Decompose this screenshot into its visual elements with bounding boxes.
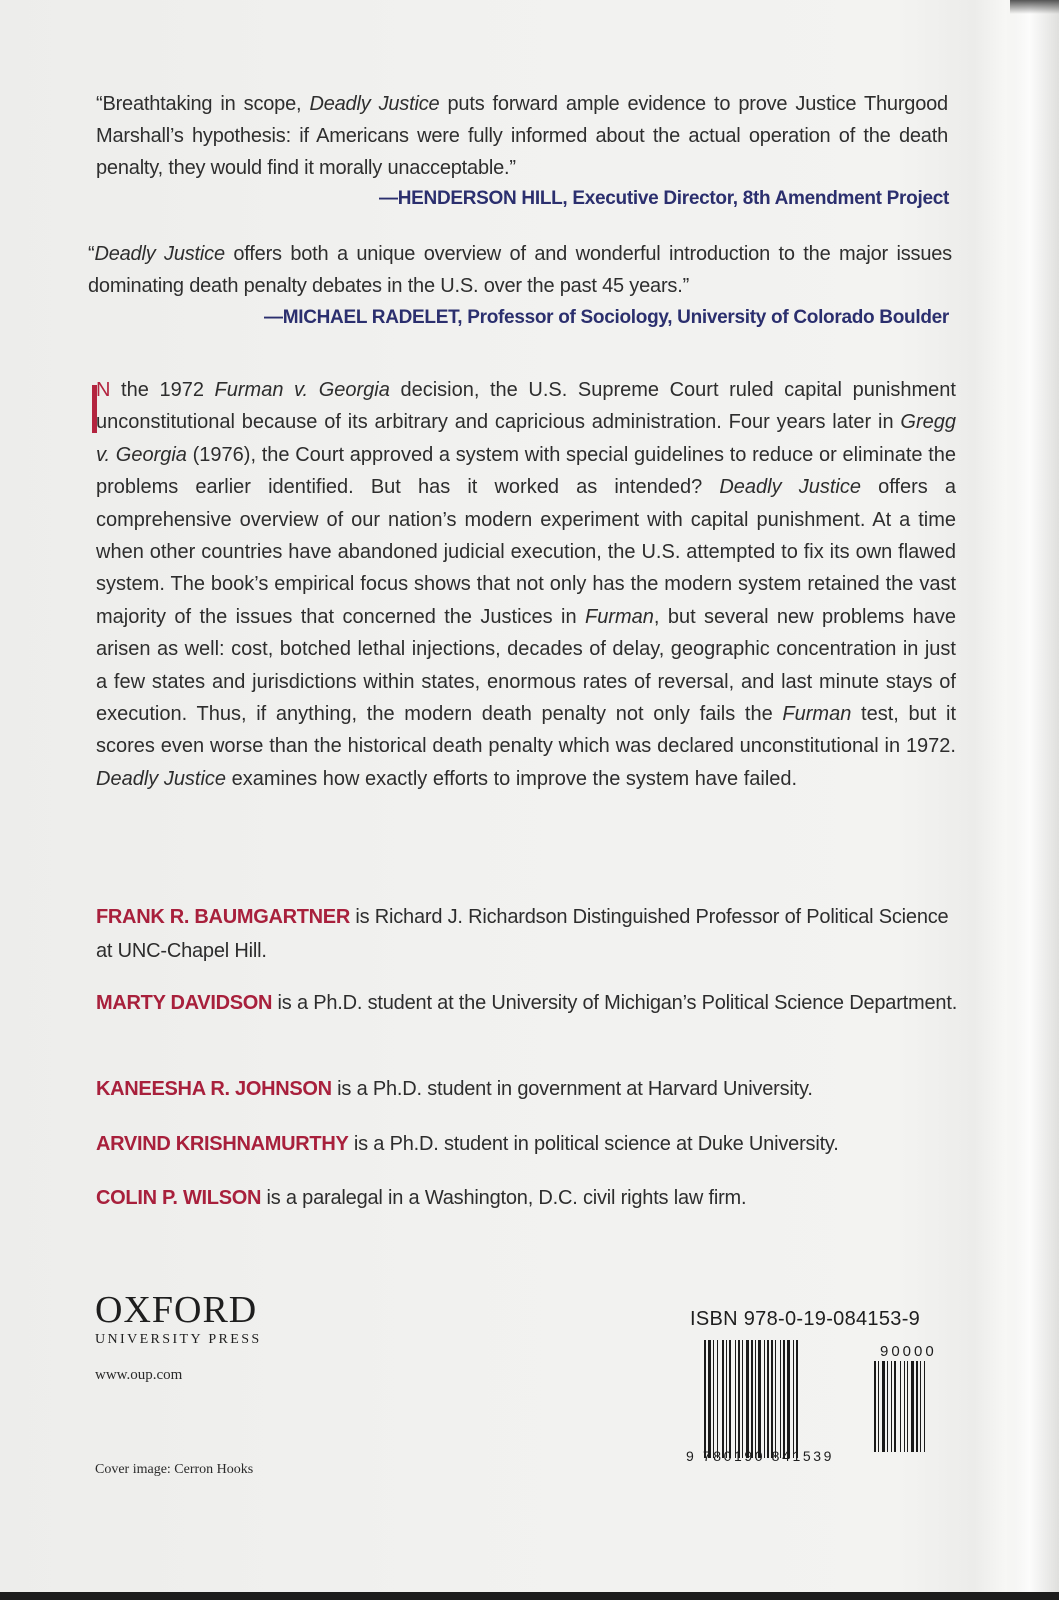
author-name: ARVIND KRISHNAMURTHY <box>96 1133 349 1155</box>
book-description <box>96 374 956 795</box>
author-bio: is a paralegal in a Washington, D.C. civil rights law firm. <box>261 1187 747 1209</box>
author-bio-2 <box>96 986 958 1020</box>
author-bio: is a Ph.D. student at the University of Michigan’s Political Science Department. <box>272 992 958 1014</box>
corner-shadow <box>1010 0 1059 14</box>
author-bio-3 <box>96 1072 958 1106</box>
description-text: the 1972 Furman v. Georgia decision, the U.S. Supreme Court ruled capital punishment unconstitutional because of its arbitrary and capricious administration. Four years later in Gregg v. Georgia (1976), the Court approved a system with special guidelines to reduce or eliminate the problems earlier identified. But has it worked as intended? Deadly Justice offers a comprehensive overview of our nation’s modern experiment with capital punishment. At a time when other countries have abandoned judicial execution, the U.S. attempted to fix its own flawed system. The book’s empirical focus shows that not only has the modern system retained the vast majority of the issues that concerned the Justices in Furman, but several new problems have arisen as well: cost, botched lethal injections, decades of delay, geographic concentration in just a few states and jurisdictions within states, enormous rates of reversal, and last minute stays of execution. Thus, if anything, the modern death penalty not only fails the Furman test, but it scores even worse than the historical death penalty which was declared unconstitutional in 1972. Deadly Justice examines how exactly efforts to improve the system have failed. <box>96 379 957 790</box>
author-bio: is a Ph.D. student in political science at Duke University. <box>348 1133 839 1155</box>
endorsement-quote-2: “Deadly Justice offers both a unique overview of and wonderful introduction to the major issues dominating death penalty debates in the U.S. over the past 45 years.” <box>88 243 952 297</box>
isbn-label: ISBN 978-0-19-084153-9 <box>690 1308 921 1330</box>
author-bio-5 <box>96 1181 958 1215</box>
ean-digits: 9 780190 841539 <box>686 1448 834 1464</box>
author-name: MARTY DAVIDSON <box>96 992 273 1014</box>
drop-cap-letter: N <box>96 379 111 401</box>
ean-barcode-icon <box>703 1340 863 1458</box>
author-bio-4 <box>96 1127 958 1161</box>
publisher-subtitle: UNIVERSITY PRESS <box>95 1332 262 1347</box>
publisher-logo <box>95 1290 262 1348</box>
endorsement-attribution-1: —HENDERSON HILL, Executive Director, 8th Amendment Project <box>379 188 949 209</box>
author-name: FRANK R. BAUMGARTNER <box>96 906 350 928</box>
author-name: KANEESHA R. JOHNSON <box>96 1078 332 1100</box>
author-bio: is a Ph.D. student in government at Harvard University. <box>331 1078 813 1100</box>
endorsement-attribution-2: —MICHAEL RADELET, Professor of Sociology, University of Colorado Boulder <box>264 307 949 328</box>
addon-barcode-icon <box>873 1361 945 1452</box>
publisher-url: www.oup.com <box>95 1367 183 1383</box>
bottom-edge-shadow <box>0 1592 1059 1600</box>
publisher-name: OXFORD <box>95 1289 258 1331</box>
author-name: COLIN P. WILSON <box>96 1187 262 1209</box>
cover-image-credit: Cover image: Cerron Hooks <box>95 1462 254 1477</box>
author-bio-1 <box>96 900 958 968</box>
author-bio: is Richard J. Richardson Distinguished Professor of Political Science at UNC-Chapel Hill. <box>96 906 949 962</box>
cover-fold-edge <box>1010 0 1059 1592</box>
endorsement-quote-1: “Breathtaking in scope, Deadly Justice puts forward ample evidence to prove Justice Thurgood Marshall’s hypothesis: if Americans were fully informed about the actual operation of the death penalty, they would find it morally unacceptable.” <box>96 93 948 179</box>
price-addon-digits: 90000 <box>880 1343 937 1360</box>
